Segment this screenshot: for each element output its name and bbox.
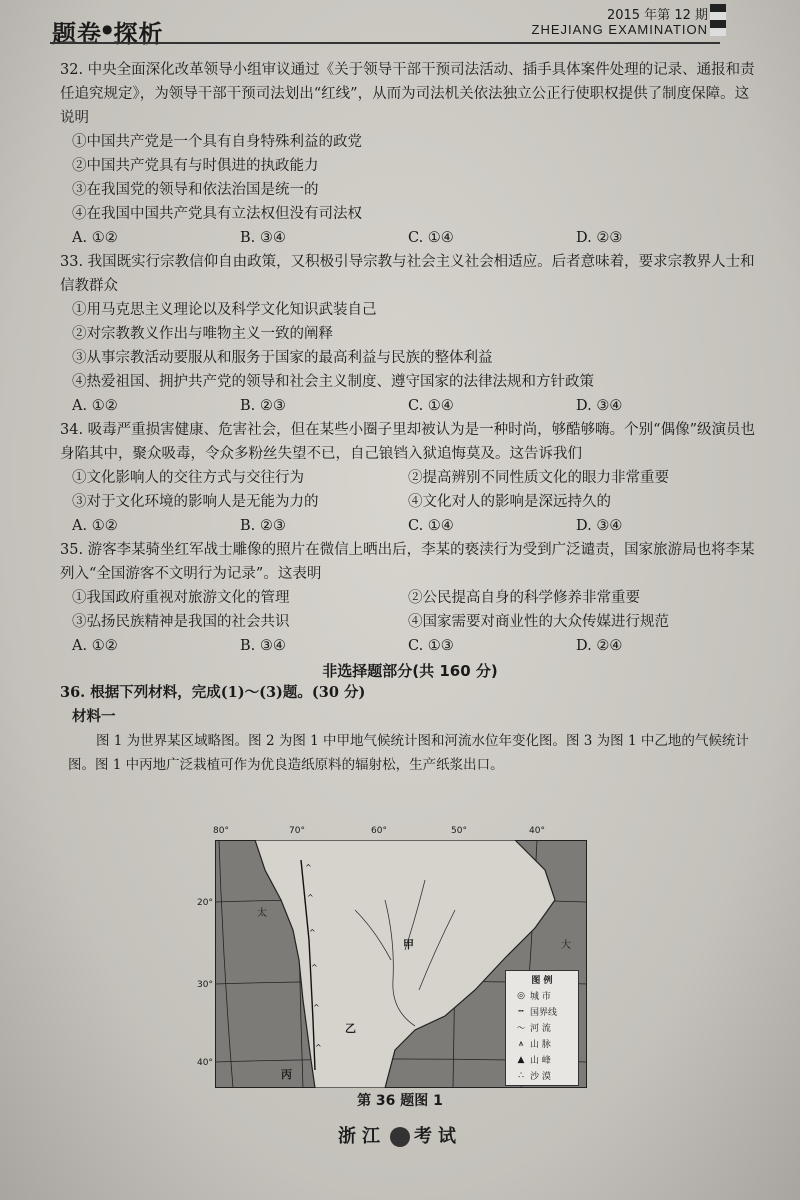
option-b: B. ②③ bbox=[240, 518, 286, 534]
option-b: B. ②③ bbox=[240, 398, 286, 414]
statement: ③对于文化环境的影响人是无能为力的 bbox=[72, 494, 319, 510]
option-d: D. ②④ bbox=[576, 638, 623, 654]
svg-text:^: ^ bbox=[311, 963, 318, 972]
footer-right: 考试 bbox=[414, 1126, 462, 1147]
desert-icon: ∴ bbox=[518, 1070, 524, 1081]
material-text: 图 1 为世界某区域略图。图 2 为图 1 中甲地气候统计图和河流水位年变化图。图 3 为图 1 中乙地的气候统计图。图 1 中丙地广泛栽植可作为优良造纸原料的辐射松，生产纸浆出口。 bbox=[68, 733, 749, 773]
option-b: B. ③④ bbox=[240, 638, 286, 654]
ocean-label-right: 大 bbox=[561, 940, 571, 951]
option-c: C. ①④ bbox=[408, 230, 454, 246]
mountain-icon: ⩚ bbox=[518, 1038, 524, 1049]
legend-item bbox=[512, 989, 578, 1002]
question-stem: 33. 我国既实行宗教信仰自由政策，又积极引导宗教与社会主义社会相适应。后者意味着，要求宗教界人士和信教群众 bbox=[60, 254, 755, 294]
legend-label: 沙 漠 bbox=[530, 1072, 551, 1082]
question-33 bbox=[60, 250, 760, 418]
svg-text:^: ^ bbox=[305, 863, 312, 872]
legend-label: 国界线 bbox=[530, 1008, 558, 1018]
option-a: A. ①② bbox=[72, 638, 118, 654]
footer-badge-icon bbox=[390, 1127, 410, 1147]
brand-dot: ● bbox=[102, 22, 114, 36]
legend-label: 山 脉 bbox=[530, 1040, 551, 1050]
river-icon: ～ bbox=[516, 1024, 526, 1034]
statement: ③在我国党的领导和依法治国是统一的 bbox=[72, 182, 319, 198]
statement: ①我国政府重视对旅游文化的管理 bbox=[72, 590, 290, 606]
statement: ④在我国中国共产党具有立法权但没有司法权 bbox=[72, 206, 362, 222]
statement: ③弘扬民族精神是我国的社会共识 bbox=[72, 614, 290, 630]
option-a: A. ①② bbox=[72, 230, 118, 246]
answer-options bbox=[72, 634, 760, 658]
place-yi: 乙 bbox=[345, 1022, 356, 1035]
latitude-label: 30° bbox=[197, 980, 213, 990]
latitude-label: 40° bbox=[197, 1058, 213, 1068]
statement-row bbox=[72, 466, 760, 490]
answer-options bbox=[72, 226, 760, 250]
question-34 bbox=[60, 418, 760, 538]
region-map bbox=[197, 826, 587, 1088]
statement: ①文化影响人的交往方式与交往行为 bbox=[72, 470, 304, 486]
longitude-label: 70° bbox=[289, 826, 305, 836]
statement: ②对宗教教义作出与唯物主义一致的阐释 bbox=[72, 326, 333, 342]
legend-label: 河 流 bbox=[530, 1024, 551, 1034]
option-d: D. ③④ bbox=[576, 518, 623, 534]
legend-label: 山 峰 bbox=[530, 1056, 551, 1066]
page-content bbox=[60, 58, 760, 777]
legend-item bbox=[512, 1021, 578, 1034]
svg-text:^: ^ bbox=[313, 1003, 320, 1012]
statement: ④国家需要对商业性的大众传媒进行规范 bbox=[408, 614, 669, 630]
option-d: D. ③④ bbox=[576, 398, 623, 414]
place-bing: 丙 bbox=[281, 1068, 292, 1081]
statement-row bbox=[72, 586, 760, 610]
svg-text:^: ^ bbox=[309, 928, 316, 937]
legend-item bbox=[512, 1069, 578, 1082]
page-header bbox=[0, 0, 800, 52]
legend-label: 城 市 bbox=[530, 992, 551, 1002]
longitude-label: 50° bbox=[451, 826, 467, 836]
question-stem: 34. 吸毒严重损害健康、危害社会，但在某些小圈子里却被认为是一种时尚，够酷够嗨。个别“偶像”级演员也身陷其中，聚众吸毒，令众多粉丝失望不已，自己锒铛入狱追悔莫及。这告诉我们 bbox=[60, 422, 755, 462]
question-stem: 35. 游客李某骑坐红军战士雕像的照片在微信上晒出后，李某的亵渎行为受到广泛谴责，国家旅游局也将李某列入“全国游客不文明行为记录”。这表明 bbox=[60, 542, 755, 582]
statement-row bbox=[72, 610, 760, 634]
figure-caption: 第 36 题图 1 bbox=[357, 1093, 443, 1109]
longitude-label: 60° bbox=[371, 826, 387, 836]
option-c: C. ①③ bbox=[408, 638, 454, 654]
peak-icon: ▲ bbox=[517, 1054, 525, 1065]
option-d: D. ②③ bbox=[576, 230, 623, 246]
longitude-label: 40° bbox=[529, 826, 545, 836]
statement-row bbox=[72, 490, 760, 514]
statement: ②中国共产党具有与时俱进的执政能力 bbox=[72, 158, 319, 174]
svg-text:^: ^ bbox=[307, 893, 314, 902]
option-a: A. ①② bbox=[72, 518, 118, 534]
answer-options bbox=[72, 514, 760, 538]
option-a: A. ①② bbox=[72, 398, 118, 414]
statement: ①中国共产党是一个具有自身特殊利益的政党 bbox=[72, 134, 362, 150]
option-c: C. ①④ bbox=[408, 398, 454, 414]
page-footer bbox=[0, 1122, 800, 1148]
question-35 bbox=[60, 538, 760, 658]
answer-options bbox=[72, 394, 760, 418]
header-rule bbox=[50, 42, 720, 44]
footer-left: 浙江 bbox=[338, 1126, 386, 1147]
statement: ④热爱祖国、拥护共产党的领导和社会主义制度、遵守国家的法律法规和方针政策 bbox=[72, 374, 594, 390]
city-icon: ◎ bbox=[517, 990, 525, 1001]
ocean-label-left: 太 bbox=[257, 908, 267, 919]
legend-item bbox=[512, 1037, 578, 1050]
question-stem: 32. 中央全面深化改革领导小组审议通过《关于领导干部干预司法活动、插手具体案件处理的记录、通报和责任追究规定》，为领导干部干预司法划出“红线”，从而为司法机关依法独立公正行使职权提供了制度保障。这说明 bbox=[60, 62, 755, 126]
brand-text-tail: 探析 bbox=[113, 20, 164, 48]
longitude-label: 80° bbox=[213, 826, 229, 836]
material-title: 材料一 bbox=[72, 708, 116, 725]
option-b: B. ③④ bbox=[240, 230, 286, 246]
question-32 bbox=[60, 58, 760, 250]
statement: ①用马克思主义理论以及科学文化知识武装自己 bbox=[72, 302, 377, 318]
checker-mark-icon bbox=[710, 4, 726, 36]
question-36-stem: 36. 根据下列材料，完成(1)～(3)题。(30 分) bbox=[60, 684, 366, 701]
border-line-icon: ┅ bbox=[518, 1006, 524, 1017]
statement: ②公民提高自身的科学修养非常重要 bbox=[408, 590, 640, 606]
statement: ④文化对人的影响是深远持久的 bbox=[408, 494, 611, 510]
statement: ③从事宗教活动要服从和服务于国家的最高利益与民族的整体利益 bbox=[72, 350, 493, 366]
section-title: 非选择题部分(共 160 分) bbox=[322, 662, 498, 680]
svg-text:^: ^ bbox=[315, 1043, 322, 1052]
place-jia: 甲 bbox=[403, 938, 414, 951]
brand-text: 题卷 bbox=[52, 20, 102, 48]
statement: ②提高辨别不同性质文化的眼力非常重要 bbox=[408, 470, 669, 486]
option-c: C. ①④ bbox=[408, 518, 454, 534]
legend-title: 图 例 bbox=[531, 976, 553, 986]
issue-number: 2015 年第 12 期 bbox=[606, 8, 708, 23]
legend-item bbox=[512, 1053, 578, 1066]
magazine-subtitle: ZHEJIANG EXAMINATION bbox=[531, 22, 708, 37]
legend-item bbox=[512, 1005, 578, 1018]
latitude-label: 20° bbox=[197, 898, 213, 908]
map-legend bbox=[505, 970, 579, 1086]
